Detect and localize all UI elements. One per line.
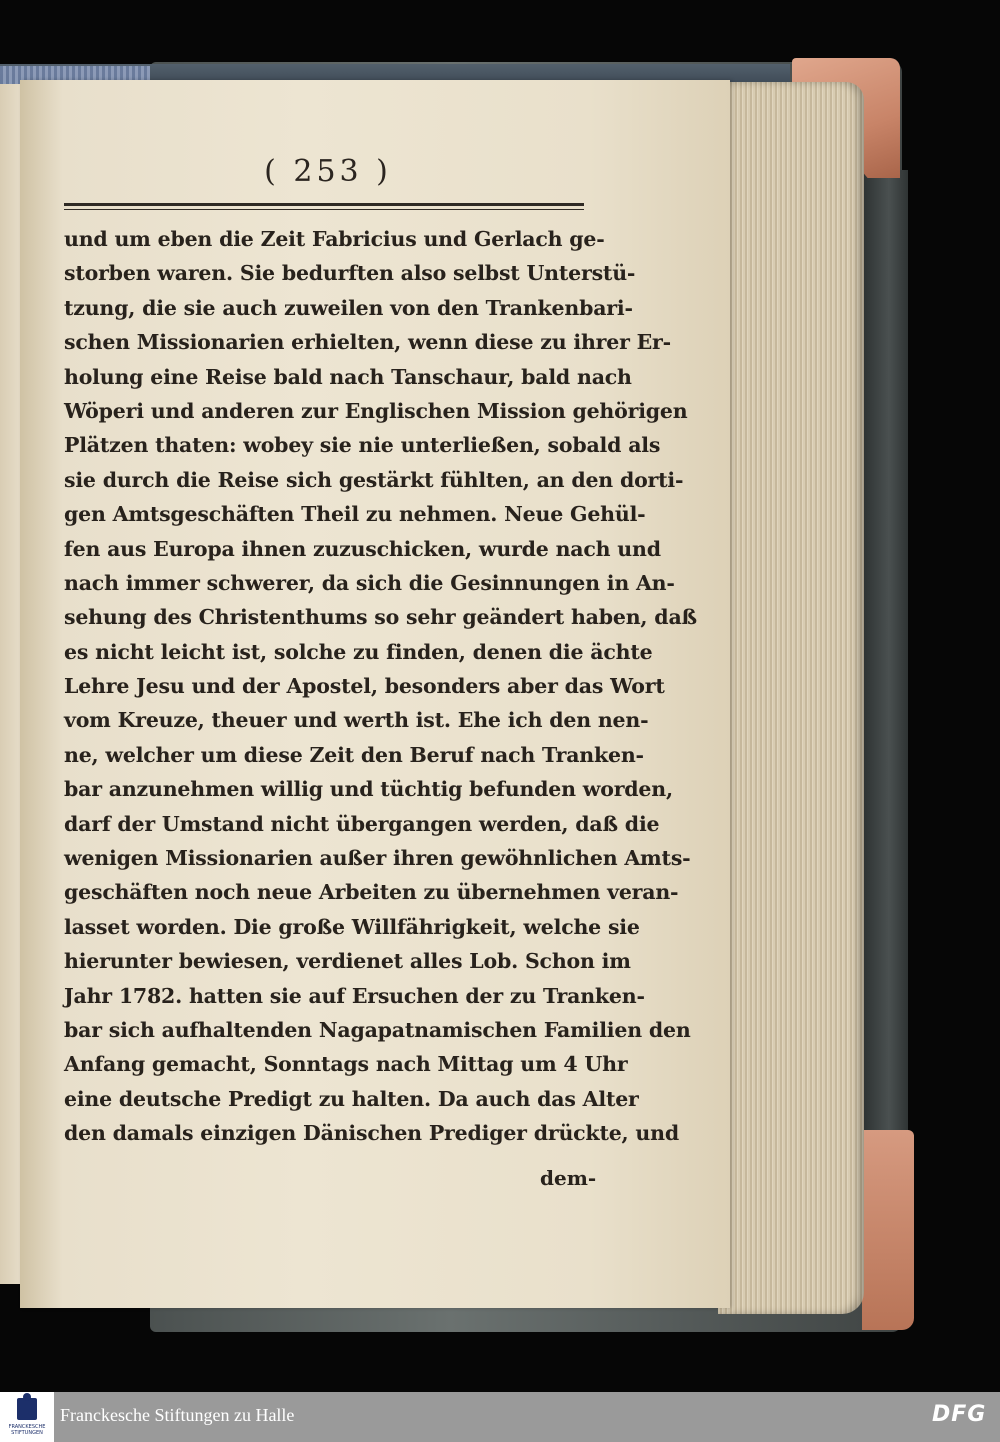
institution-logo[interactable] (0, 1392, 54, 1442)
leather-corner-bottom (862, 1130, 914, 1330)
logo-text: FRANCKESCHE STIFTUNGEN (8, 1424, 46, 1436)
text-line: Plätzen thaten: wobey sie nie unterließen, sobald als (64, 433, 661, 458)
text-line: holung eine Reise bald nach Tanschaur, bald nach (64, 364, 632, 389)
text-line: tzung, die sie auch zuweilen von den Trankenbari- (64, 295, 633, 320)
text-line: hierunter bewiesen, verdienet alles Lob. Schon im (64, 949, 631, 974)
text-line: gen Amtsgeschäften Theil zu nehmen. Neue Gehül- (64, 502, 646, 527)
text-line: sie durch die Reise sich gestärkt fühlten, an den dorti- (64, 467, 684, 492)
text-line: schen Missionarien erhielten, wenn diese zu ihrer Er- (64, 330, 671, 355)
text-line: Lehre Jesu und der Apostel, besonders aber das Wort (64, 674, 665, 699)
catchword: dem- (540, 1166, 597, 1190)
text-line: nach immer schwerer, da sich die Gesinnungen in An- (64, 570, 675, 595)
text-line: es nicht leicht ist, solche zu finden, denen die ächte (64, 639, 653, 664)
text-line: wenigen Missionarien außer ihren gewöhnlichen Amts- (64, 846, 691, 871)
text-line: den damals einzigen Dänischen Prediger drückte, und (64, 1121, 679, 1146)
text-line: bar anzunehmen willig und tüchtig befunden worden, (64, 777, 673, 802)
body-text (64, 222, 697, 1151)
institution-name[interactable]: Franckesche Stiftungen zu Halle (60, 1405, 295, 1425)
text-line: darf der Umstand nicht übergangen werden, daß die (64, 811, 660, 836)
footer-bar (0, 1392, 1000, 1442)
text-line: storben waren. Sie bedurften also selbst Unterstü- (64, 261, 636, 286)
text-line: Anfang gemacht, Sonntags nach Mittag um 4 Uhr (64, 1052, 628, 1077)
text-line: Jahr 1782. hatten sie auf Ersuchen der zu Tranken- (64, 983, 645, 1008)
text-line: lasset worden. Die große Willfährigkeit, welche sie (64, 914, 640, 939)
text-line: und um eben die Zeit Fabricius und Gerlach ge- (64, 227, 605, 251)
text-line: Wöperi und anderen zur Englischen Mission gehörigen (64, 398, 688, 423)
franckesche-emblem-icon (17, 1398, 37, 1420)
header-rule (64, 203, 584, 206)
text-line: bar sich aufhaltenden Nagapatnamischen Familien den (64, 1017, 691, 1042)
text-line: vom Kreuze, theuer und werth ist. Ehe ich den nen- (64, 708, 649, 733)
text-line: ne, welcher um diese Zeit den Beruf nach Tranken- (64, 742, 644, 767)
page-block-edge (718, 82, 864, 1314)
text-line: eine deutsche Predigt zu halten. Da auch das Alter (64, 1086, 639, 1111)
text-line: geschäften noch neue Arbeiten zu übernehmen veran- (64, 880, 679, 905)
page-number: ( 253 ) (264, 154, 392, 189)
text-line: fen aus Europa ihnen zuzuschicken, wurde nach und (64, 536, 661, 561)
text-line: sehung des Christenthums so sehr geändert haben, daß (64, 605, 697, 630)
header-rule-thin (64, 209, 584, 210)
dfg-logo[interactable]: DFG (932, 1402, 987, 1427)
cover-side (860, 170, 908, 1140)
